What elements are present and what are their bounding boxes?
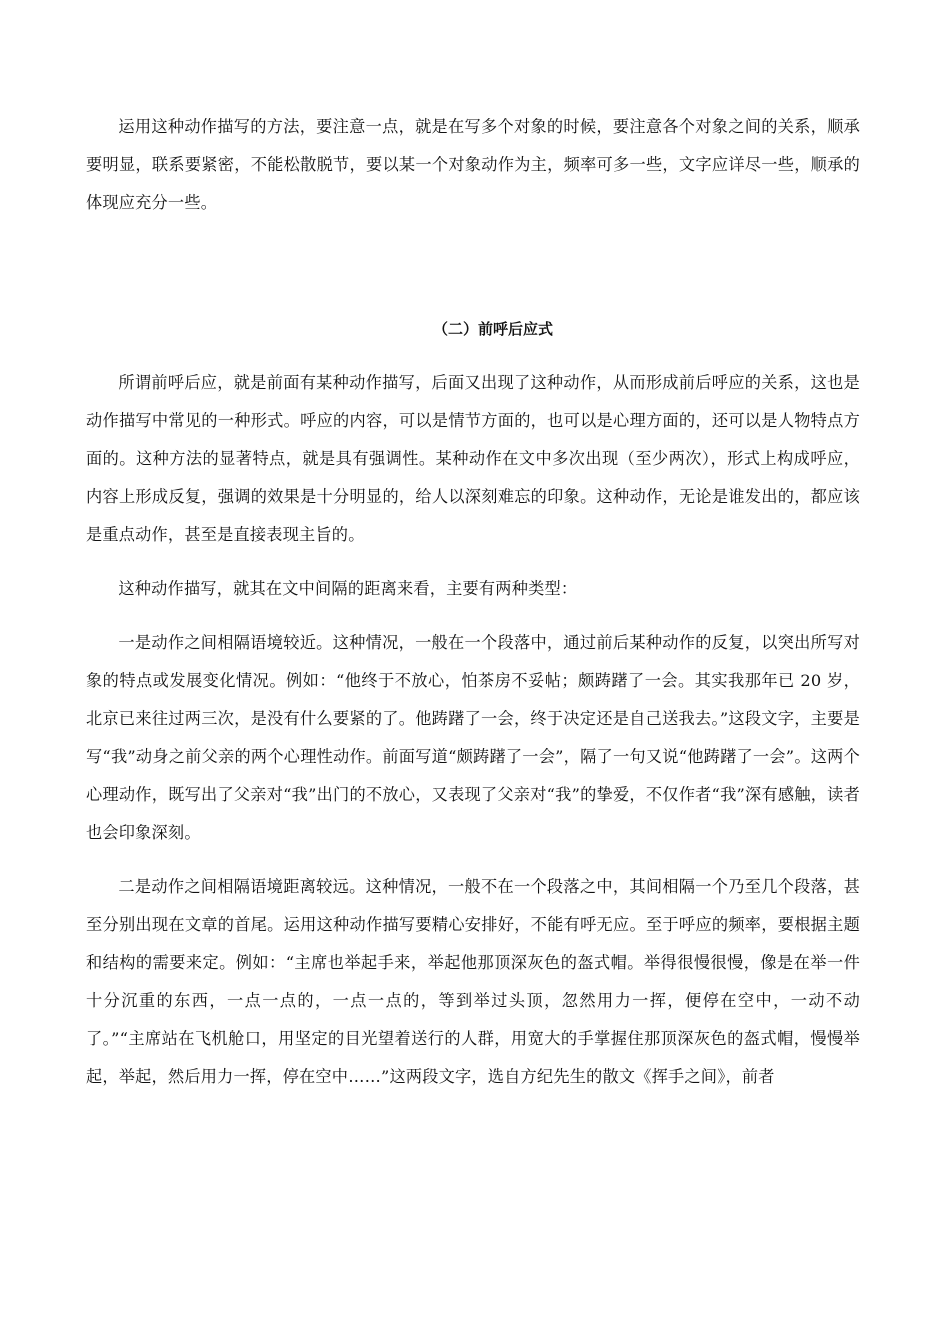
paragraph-5: 二是动作之间相隔语境距离较远。这种情况，一般不在一个段落之中，其间相隔一个乃至几个段落，甚至分别出现在文章的首尾。运用这种动作描写要精心安排好，不能有呼无应。至于呼应的频率，要根据主题和结构的需要来定。例如：“主席也举起手来，举起他那顶深灰色的盔式帽。举得很慢很慢，像是在举一件十分沉重的东西，一点一点的，一点一点的，等到举过头顶，忽然用力一挥，便停在空中，一动不动了。”“主席站在飞机舱口，用坚定的目光望着送行的人群，用宽大的手掌握住那顶深灰色的盔式帽，慢慢举起，举起，然后用力一挥，停在空中……”这两段文字，选自方纪先生的散文《挥手之间》，前者 [86, 877, 860, 1086]
document-page [86, 108, 860, 1096]
paragraph-1: 运用这种动作描写的方法，要注意一点，就是在写多个对象的时候，要注意各个对象之间的关系，顺承要明显，联系要紧密，不能松散脱节，要以某一个对象动作为主，频率可多一些，文字应详尽一些，顺承的体现应充分一些。 [86, 117, 860, 212]
paragraph-2: 所谓前呼后应，就是前面有某种动作描写，后面又出现了这种动作，从而形成前后呼应的关系，这也是动作描写中常见的一种形式。呼应的内容，可以是情节方面的，也可以是心理方面的，还可以是人物特点方面的。这种方法的显著特点，就是具有强调性。某种动作在文中多次出现（至少两次），形式上构成呼应，内容上形成反复，强调的效果是十分明显的，给人以深刻难忘的印象。这种动作，无论是谁发出的，都应该是重点动作，甚至是直接表现主旨的。 [86, 373, 860, 544]
paragraph-3: 这种动作描写，就其在文中间隔的距离来看，主要有两种类型： [118, 579, 578, 598]
section-heading: （二）前呼后应式 [432, 320, 553, 338]
paragraph-4: 一是动作之间相隔语境较近。这种情况，一般在一个段落中，通过前后某种动作的反复，以突出所写对象的特点或发展变化情况。例如：“他终于不放心，怕茶房不妥帖；颇踌躇了一会。其实我那年已 20 岁，北京已来往过两三次，是没有什么要紧的了。他踌躇了一会，终于决定还是自己送我去。”这段文字，主要是写“我”动身之前父亲的两个心理性动作。前面写道“颇踌躇了一会”，隔了一句又说“他踌躇了一会”。这两个心理动作，既写出了父亲对“我”出门的不放心，又表现了父亲对“我”的挚爱，不仅作者“我”深有感触，读者也会印象深刻。 [86, 633, 860, 842]
